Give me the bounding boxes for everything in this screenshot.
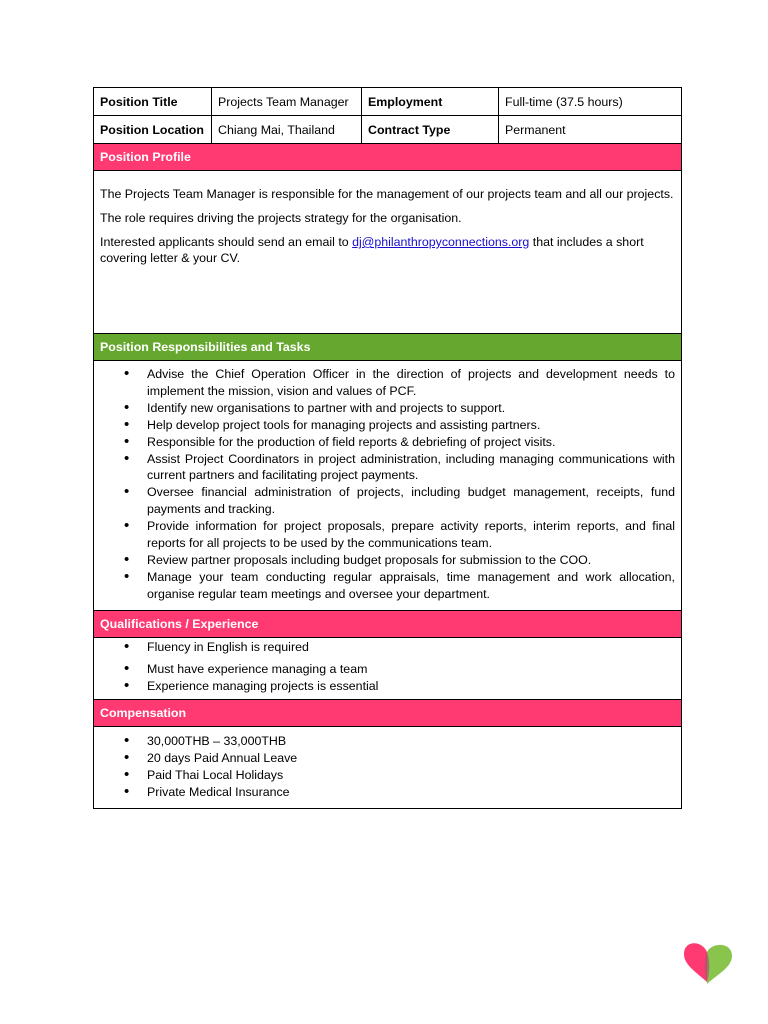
apply-text-before: Interested applicants should send an email to (100, 235, 353, 249)
list-item: • Must have experience managing a team (100, 661, 675, 678)
location-label: Position Location (94, 116, 212, 144)
list-item: • Advise the Chief Operation Officer in the direction of projects and development needs to implement the mission, vision and values of PCF. (100, 366, 675, 400)
qualifications-header-row (94, 610, 682, 637)
list-item: • 20 days Paid Annual Leave (100, 750, 675, 767)
qualifications-section (94, 637, 682, 700)
profile-header-row (94, 144, 682, 171)
compensation-row (94, 727, 682, 809)
qualifications-row (94, 637, 682, 700)
responsibilities-heading: Position Responsibilities and Tasks (94, 334, 682, 361)
list-item: • Manage your team conducting regular appraisals, time management and work allocation, organise regular team meetings and oversee your department. (100, 569, 675, 603)
list-item: • Oversee financial administration of projects, including budget management, receipts, fund payments and tracking. (100, 484, 675, 518)
qualifications-list (100, 639, 675, 695)
compensation-heading: Compensation (94, 700, 682, 727)
qualifications-heading: Qualifications / Experience (94, 610, 682, 637)
position-title-label: Position Title (94, 88, 212, 116)
list-item: • Help develop project tools for managing projects and assisting partners. (100, 417, 675, 434)
list-item: • Experience managing projects is essential (100, 678, 675, 695)
profile-section (94, 171, 682, 334)
responsibilities-section (94, 361, 682, 611)
email-link[interactable]: dj@philanthropyconnections.org (352, 235, 530, 249)
meta-row-2 (94, 116, 682, 144)
location-value: Chiang Mai, Thailand (212, 116, 362, 144)
job-description-table (93, 87, 682, 809)
contract-label: Contract Type (362, 116, 499, 144)
profile-paragraph-3 (100, 234, 675, 266)
responsibilities-header-row (94, 334, 682, 361)
list-item: • 30,000THB – 33,000THB (100, 733, 675, 750)
profile-heading: Position Profile (94, 144, 682, 171)
compensation-section (94, 727, 682, 809)
list-item: • Paid Thai Local Holidays (100, 767, 675, 784)
employment-label: Employment (362, 88, 499, 116)
compensation-list (100, 733, 675, 801)
contract-value: Permanent (499, 116, 682, 144)
heart-logo-icon (680, 938, 736, 988)
apply-text-after: that includes a short covering letter & your CV. (100, 235, 644, 265)
profile-paragraph-2: The role requires driving the projects strategy for the organisation. (100, 211, 462, 225)
profile-row (94, 171, 682, 334)
responsibilities-list (100, 366, 675, 603)
compensation-header-row (94, 700, 682, 727)
list-item: • Provide information for project proposals, prepare activity reports, interim reports, and final reports for all projects to be used by the communications team. (100, 518, 675, 552)
profile-paragraph-1: The Projects Team Manager is responsible for the management of our projects team and all our projects. (100, 187, 674, 201)
employment-value: Full-time (37.5 hours) (499, 88, 682, 116)
list-item: • Review partner proposals including budget proposals for submission to the COO. (100, 552, 675, 569)
list-item: • Fluency in English is required (100, 639, 675, 656)
position-title-value: Projects Team Manager (212, 88, 362, 116)
meta-row-1 (94, 88, 682, 116)
responsibilities-row (94, 361, 682, 611)
list-item: • Private Medical Insurance (100, 784, 675, 801)
list-item: • Responsible for the production of field reports & debriefing of project visits. (100, 434, 675, 451)
list-item: • Assist Project Coordinators in project administration, including managing communications with current partners and facilitating project payments. (100, 451, 675, 485)
list-item: • Identify new organisations to partner with and projects to support. (100, 400, 675, 417)
